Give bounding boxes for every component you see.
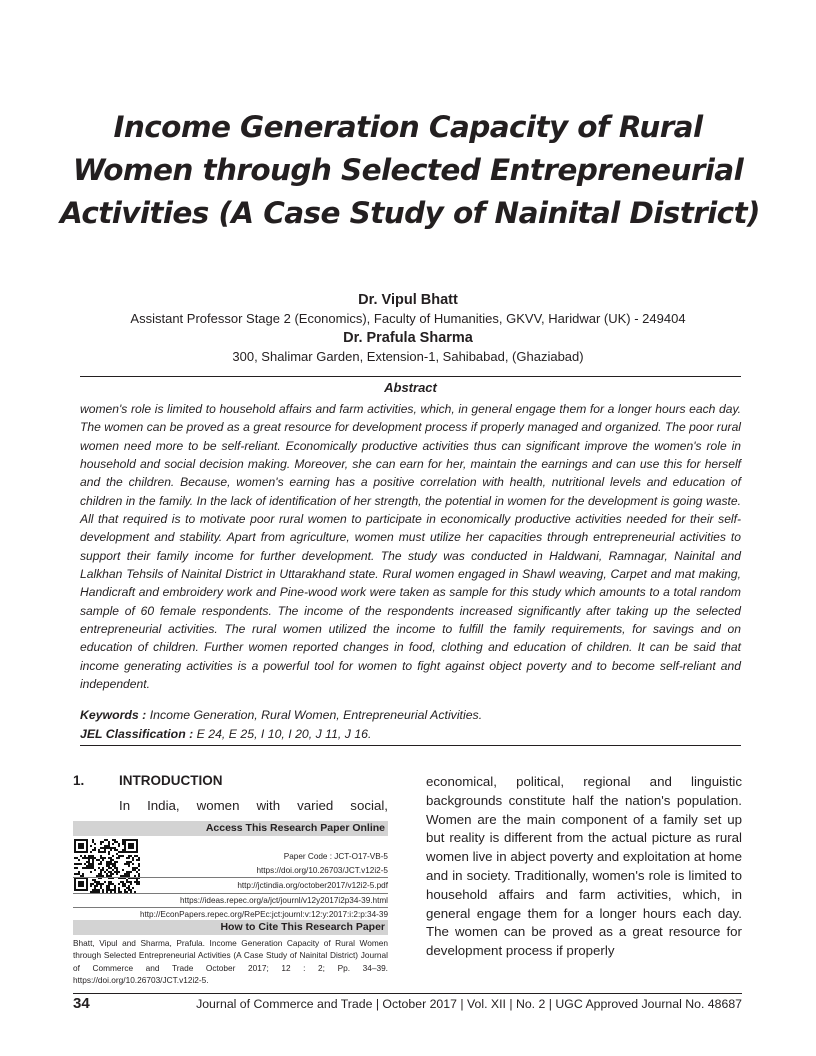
divider (73, 877, 388, 878)
repec-link[interactable]: https://ideas.repec.org/a/jct/journl/v12y2017i2p34-39.html (180, 896, 388, 905)
jel-value: E 24, E 25, I 10, I 20, J 11, J 16. (196, 727, 372, 741)
author-name: Dr. Vipul Bhatt (358, 292, 458, 308)
jel-label: JEL Classification : (80, 727, 194, 741)
intro-right-text: economical, political, regional and linguistic backgrounds constitute half the nation's population. Women are the main component of a family set up but reality is different from the actual picture as rural women live in abject poverty and exploitation at home and in society. Traditionally, women's role is limited to household affairs and farm activities, which, in general engage them for a longer hours each day. The women can be proved as a great resource for development process if properly (426, 774, 742, 959)
paper-code: Paper Code : JCT-O17-VB-5 (283, 852, 388, 861)
pdf-link[interactable]: http://jctindia.org/october2017/v12i2-5.pdf (237, 881, 388, 890)
citation-text: Bhatt, Vipul and Sharma, Prafula. Income Generation Capacity of Rural Women through Selected Entrepreneurial Activities (A Case Study of Nainital District) Journal of Commerce and Trade October 2017; 12 : 2; Pp. 34–39. https://doi.org/10.26703/JCT.v12i2-5. (73, 938, 388, 985)
abstract-text: women's role is limited to household affairs and farm activities, which, in general engage them for a longer hours each day. The women can be proved as a great resource for development process if properly managed and organized. The poor rural women need more to be self-reliant. Economically productive activities thus can significant improve the women's role in household and social decision making. Moreover, she can earn for her, maintain the earnings and can use this for herself and the children. Because, women's earning has a positive correlation with health, nutritional levels and education of children in the family. In the lack of identification of her strength, the potential in women for the development is going waste. All that required is to motivate poor rural women to participate in economically productive activities needed for their self-development and stability. Apart from agriculture, women must utilize her capacities through entrepreneurial activities to support their family income for further development. The study was conducted in Haldwani, Ramnagar, Nainital and Lalkhan Tehsils of Nainital District in Uttarakhand state. Rural women engaged in Shawl weaving, Carpet and mat making, Handicraft and embroidery work and Pine-wood work were taken as sample for this study which amounts to a total random sample of 60 female respondents. The income of the respondents increased significantly after taking up the selected entrepreneurial activities. The rural women utilized the income to fulfill the family requirements, for savings and on education of children. Further women reported changes in food, clothing and education of children. It can be said that income generating activities is a powerful tool for women to fight against object poverty and to become self-reliant and independent. (80, 402, 741, 692)
access-box-heading: Access This Research Paper Online (73, 821, 388, 836)
keywords (80, 706, 741, 724)
author-affiliation: Assistant Professor Stage 2 (Economics), Faculty of Humanities, GKVV, Haridwar (UK) - 249404 (130, 311, 686, 326)
page-number: 34 (73, 995, 90, 1012)
econpapers-link[interactable]: http://EconPapers.repec.org/RePEc:jct:journl:v:12:y:2017:i:2:p:34-39 (139, 910, 388, 919)
section-number: 1. (73, 773, 85, 788)
title-line-1: Income Generation Capacity of Rural (113, 110, 703, 144)
author-name: Dr. Prafula Sharma (343, 330, 473, 346)
keywords-value: Income Generation, Rural Women, Entrepreneurial Activities. (149, 708, 483, 722)
abstract-bottom-rule (80, 745, 741, 746)
keywords-label: Keywords : (80, 708, 147, 722)
doi-link[interactable]: https://doi.org/10.26703/JCT.v12i2-5 (256, 866, 388, 875)
footer-rule (73, 993, 742, 994)
title-line-3: Activities (A Case Study of Nainital District) (60, 196, 760, 230)
paper-title (60, 106, 760, 235)
author-affiliation: 300, Shalimar Garden, Extension-1, Sahibabad, (Ghaziabad) (232, 349, 584, 364)
title-line-2: Women through Selected Entrepreneurial (72, 153, 744, 187)
qr-code-icon (74, 839, 140, 893)
abstract-heading: Abstract (384, 380, 437, 395)
intro-left-text: In India, women with varied social, (119, 798, 388, 813)
cite-heading: How to Cite This Research Paper (73, 920, 388, 935)
author-block (40, 290, 776, 366)
journal-info: Journal of Commerce and Trade | October 2017 | Vol. XII | No. 2 | UGC Approved Journal No. 48687 (196, 997, 742, 1011)
abstract-top-rule (80, 376, 741, 377)
jel-classification (80, 725, 741, 743)
section-title: INTRODUCTION (119, 773, 223, 788)
